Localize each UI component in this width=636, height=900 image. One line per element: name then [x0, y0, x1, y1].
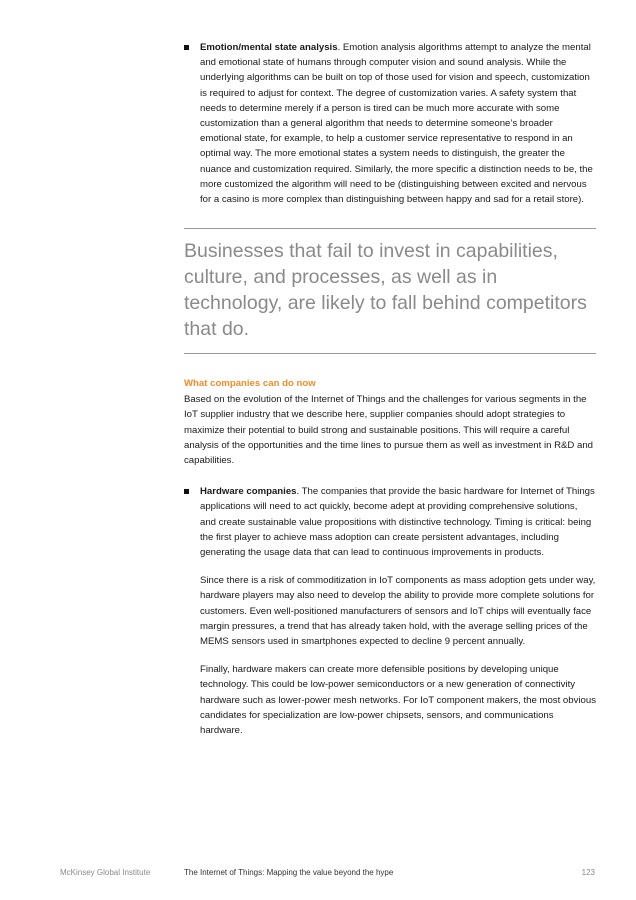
square-bullet-icon — [184, 45, 189, 50]
bullet-text: . Emotion analysis algorithms attempt to analyze the mental and emotional state of humans through computer vision and sound analysis. While the underlying algorithms can be built on top of those used for vision and speech, customization is required to adjust for context. The degree of customization varies. A safety system that needs to determine merely if a person is tired can be much more accurate with some customization than a general algorithm that needs to determine someone’s broader emotional state, for example, to help a customer service representative to respond in an optimal way. The more emotional states a system needs to distinguish, the greater the nuance and customization required. Similarly, the more specific a distinction needs to be, the more customized the algorithm will need to be (distinguishing between excited and nervous for a casino is more complex than distinguishing between happy and sad for a retail store). — [200, 42, 593, 206]
page-content — [184, 40, 596, 738]
footer-report-title: The Internet of Things: Mapping the value beyond the hype — [184, 868, 394, 877]
hardware-paragraph-3: Finally, hardware makers can create more defensible positions by developing unique technology. This could be low-power semiconductors or a new generation of connectivity hardware such as lower-power mesh networks. For IoT component makers, the most obvious candidates for specialization are low-power chipsets, sensors, and communications hardware. — [200, 664, 596, 737]
divider-bottom — [184, 353, 596, 354]
square-bullet-icon — [184, 489, 189, 494]
page-number: 123 — [581, 868, 595, 877]
bullet-title: Hardware companies — [200, 486, 297, 498]
section-heading: What companies can do now — [184, 378, 316, 390]
footer-publisher: McKinsey Global Institute — [60, 868, 151, 877]
bullet-title: Emotion/mental state analysis — [200, 42, 338, 53]
bullet-item-hardware-companies — [184, 484, 596, 560]
pull-quote: Businesses that fail to invest in capabilities, culture, and processes, as well as in technology, are likely to fall behind competitors that do. — [184, 240, 587, 341]
bullet-item-emotion-analysis — [184, 40, 596, 207]
section-intro: Based on the evolution of the Internet of Things and the challenges for various segments in the IoT supplier industry that we describe here, supplier companies should adopt strategies to maximize their potential to build strong and sustainable positions. This will require a careful analysis of the opportunities and the time lines to pursue them as well as investment in R&D and capabilities. — [184, 394, 594, 467]
hardware-paragraph-2: Since there is a risk of commoditization in IoT components as mass adoption gets under way, hardware players may also need to develop the ability to provide more complete solutions for customers. Even well-positioned manufacturers of sensors and IoT chips will eventually face margin pressures, a trend that has already taken hold, with the average selling prices of the MEMS sensors used in smartphones expected to decline 9 percent annually. — [200, 575, 596, 648]
bullet-text: . The companies that provide the basic hardware for Internet of Things applications will need to act quickly, become adept at providing comprehensive solutions, and create sustainable value propositions with distinctive technology. Timing is critical: being the first player to achieve mass adoption can create persistent advantages, including generating the usage data that can lead to continuous improvements in products. — [200, 486, 595, 559]
